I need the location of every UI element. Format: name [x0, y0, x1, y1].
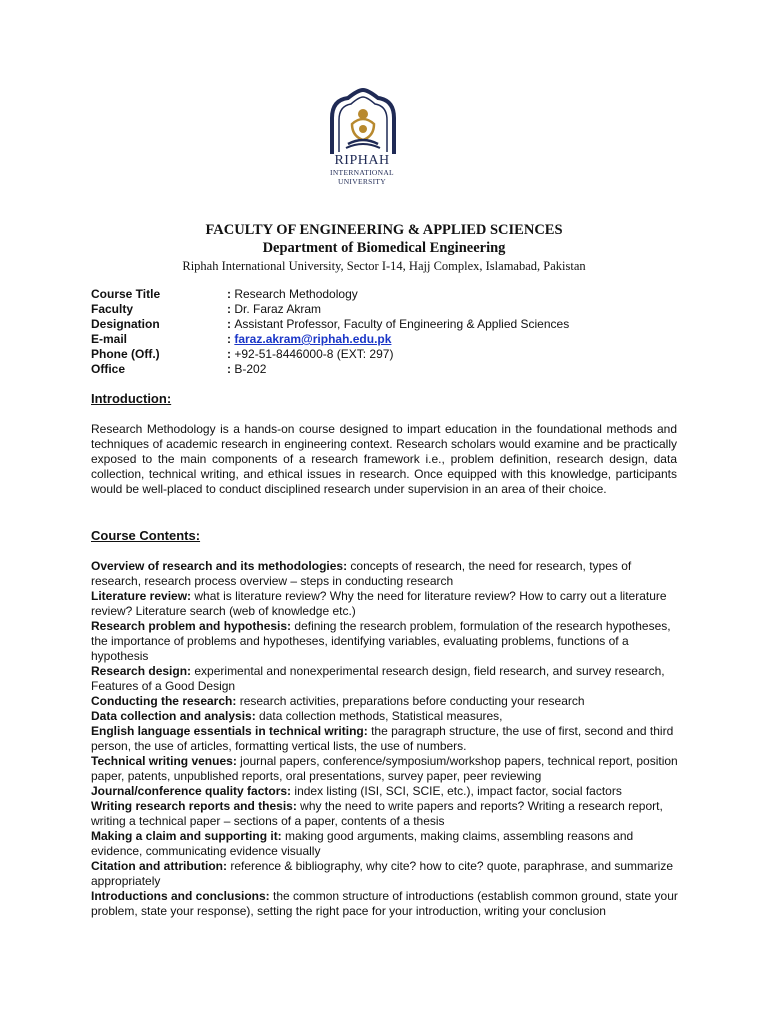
email-link[interactable]: faraz.akram@riphah.edu.pk [234, 332, 392, 346]
item-title: Conducting the research: [91, 694, 237, 708]
list-item [91, 559, 681, 589]
info-row-designation: Designation : Assistant Professor, Faculty of Engineering & Applied Sciences [91, 317, 570, 331]
item-title: Making a claim and supporting it: [91, 829, 282, 843]
item-title: Introductions and conclusions: [91, 889, 270, 903]
item-title: Overview of research and its methodologies: [91, 559, 348, 573]
list-item [91, 694, 681, 709]
item-text: journal papers, conference/symposium/workshop papers, technical report, position paper, patents, unpublished reports, oral presentations, survey paper, peer reviewing [91, 754, 678, 783]
item-text: reference & bibliography, why cite? how to cite? quote, paraphrase, and summarize appropriately [91, 859, 674, 888]
info-label: Designation [91, 317, 160, 331]
list-item [91, 619, 681, 664]
item-text: what is literature review? Why the need for literature review? How to carry out a literature review? Literature search (web of knowledge etc.) [91, 589, 667, 618]
item-title: Technical writing venues: [91, 754, 237, 768]
info-row-office: Office : B-202 [91, 362, 267, 376]
info-value: Research Methodology [234, 287, 358, 301]
course-contents-list [91, 559, 681, 919]
item-text: data collection methods, Statistical measures, [255, 709, 503, 723]
info-label: E-mail [91, 332, 128, 346]
item-title: Journal/conference quality factors: [91, 784, 292, 798]
university-address: Riphah International University, Sector I-14, Hajj Complex, Islamabad, Pakistan [182, 259, 586, 273]
info-value: Assistant Professor, Faculty of Engineering & Applied Sciences [234, 317, 570, 331]
item-text: concepts of research, the need for research, types of research, research process overview – steps in conducting research [91, 559, 632, 588]
list-item [91, 829, 681, 859]
logo-name: RIPHAH [334, 153, 390, 168]
list-item [91, 709, 681, 724]
list-item [91, 799, 681, 829]
info-row-course-title: Course Title : Research Methodology [91, 287, 358, 301]
list-item [91, 784, 681, 799]
item-text: the common structure of introductions (establish common ground, state your problem, state your response), setting the right pace for your introduction, writing your conclusion [91, 889, 678, 918]
course-contents-heading: Course Contents: [91, 528, 201, 543]
info-row-email: E-mail : faraz.akram@riphah.edu.pk [91, 332, 392, 346]
info-label: Course Title [91, 287, 161, 301]
faculty-title: FACULTY OF ENGINEERING & APPLIED SCIENCES [205, 222, 563, 238]
item-text: why the need to write papers and reports? Writing a research report, writing a technical paper – sections of a paper, contents of a thesis [91, 799, 663, 828]
item-text: experimental and nonexperimental research design, field research, and survey research, Features of a Good Design [91, 664, 665, 693]
course-info-table [91, 287, 569, 377]
list-item [91, 889, 681, 919]
info-row-phone: Phone (Off.) : +92-51-8446000-8 (EXT: 297) [91, 347, 394, 361]
document-header [0, 222, 768, 275]
info-value: +92-51-8446000-8 (EXT: 297) [234, 347, 394, 361]
logo-sub-university: UNIVERSITY [338, 176, 386, 186]
item-text: index listing (ISI, SCI, SCIE, etc.), impact factor, social factors [291, 784, 622, 798]
item-title: Research problem and hypothesis: [91, 619, 292, 633]
item-title: Citation and attribution: [91, 859, 227, 873]
list-item [91, 664, 681, 694]
item-title: Literature review: [91, 589, 192, 603]
info-label: Office [91, 362, 126, 376]
item-title: English language essentials in technical writing: [91, 724, 368, 738]
info-row-faculty: Faculty : Dr. Faraz Akram [91, 302, 322, 316]
item-title: Research design: [91, 664, 192, 678]
info-value: Dr. Faraz Akram [234, 302, 322, 316]
info-value: B-202 [234, 362, 267, 376]
item-text: research activities, preparations before conducting your research [236, 694, 585, 708]
list-item [91, 724, 681, 754]
list-item [91, 754, 681, 784]
department-title: Department of Biomedical Engineering [262, 240, 506, 256]
item-text: making good arguments, making claims, assembling reasons and evidence, communicating evidence visually [91, 829, 634, 858]
item-text: the paragraph structure, the use of first, second and third person, the use of articles, formatting vertical lists, the use of numbers. [91, 724, 674, 753]
item-title: Writing research reports and thesis: [91, 799, 297, 813]
list-item [91, 589, 681, 619]
logo-sub-international: INTERNATIONAL [330, 168, 394, 177]
item-text: defining the research problem, formulation of the research hypotheses, the importance of problems and hypotheses, identifying variables, evaluating problems, functions of a hypothesis [91, 619, 671, 663]
item-title: Data collection and analysis: [91, 709, 256, 723]
introduction-heading: Introduction: [91, 391, 172, 406]
introduction-paragraph: Research Methodology is a hands-on course designed to impart education in the foundational methods and techniques of academic research in engineering context. Research scholars would examine and be practically exposed to the main components of a research framework i.e., problem definition, research design, data collection, technical writing, and ethical issues in research. Once equipped with this knowledge, participants would be well-placed to conduct disciplined research under supervision in an area of their choice. [91, 422, 677, 496]
logo-wordmark [300, 154, 424, 185]
info-label: Phone (Off.) [91, 347, 160, 361]
list-item [91, 859, 681, 889]
info-label: Faculty [91, 302, 134, 316]
